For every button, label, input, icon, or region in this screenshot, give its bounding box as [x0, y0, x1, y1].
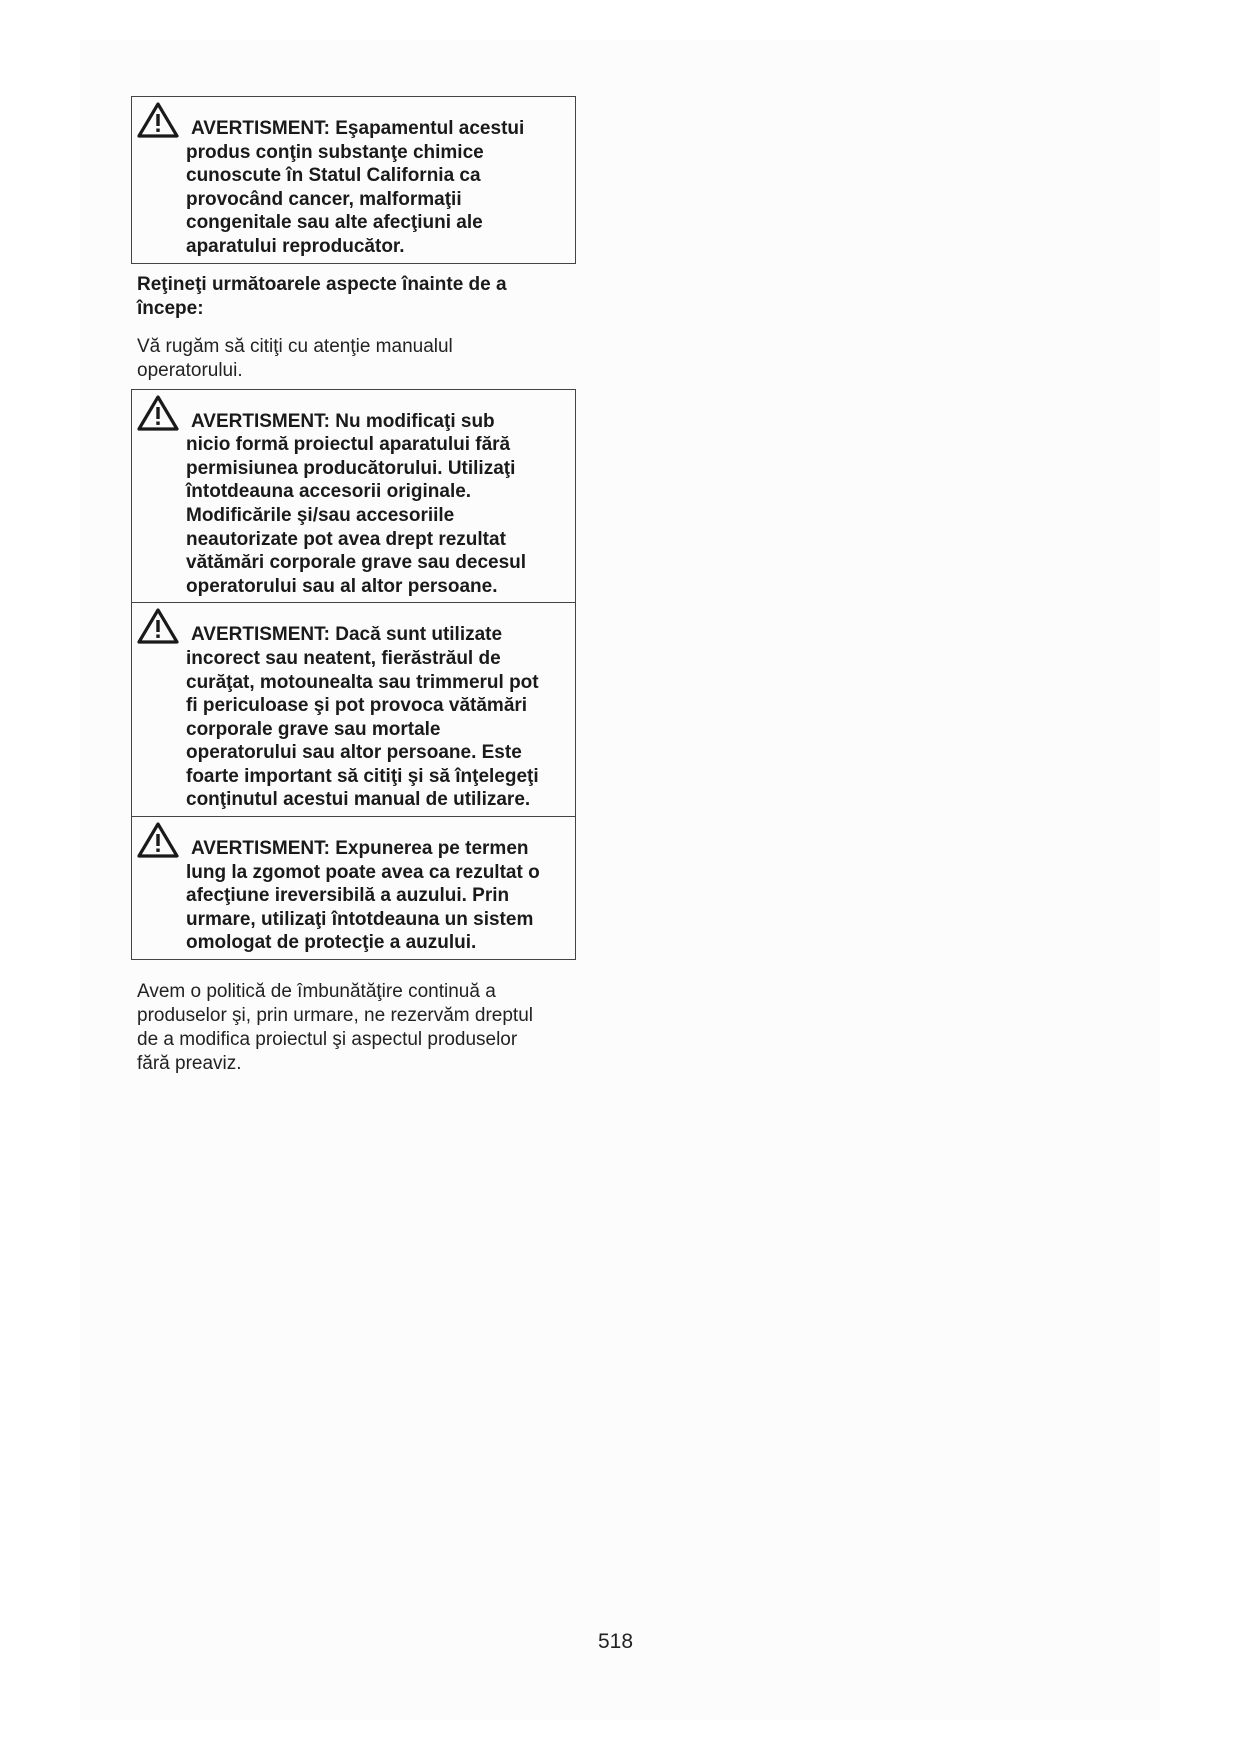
content-column [131, 96, 576, 1076]
warning-line: operatorului sau altor persoane. Este [186, 742, 522, 764]
warning-line: cunoscute în Statul California ca [186, 165, 481, 187]
warning-line: operatorului sau al altor persoane. [186, 575, 498, 597]
warning-line: nicio formă proiectul aparatului fără [186, 434, 511, 456]
warning-line: provocând cancer, malformaţii [186, 188, 462, 210]
warning-triangle-icon [137, 101, 179, 139]
warning-box-noise [131, 817, 576, 960]
warning-triangle-icon [137, 821, 179, 859]
warning-line: lung la zgomot poate avea ca rezultat o [186, 861, 540, 883]
notice-body-line: Vă rugăm să citiţi cu atenţie manualul [137, 335, 453, 357]
warning-box-improper-use [131, 603, 576, 817]
warning-label: AVERTISMENT: Nu modificaţi sub [191, 410, 495, 432]
policy-line: de a modifica proiectul şi aspectul produselor [137, 1029, 518, 1051]
notice-body-line: operatorului. [137, 359, 243, 381]
warning-triangle-icon [137, 607, 179, 645]
warning-label: AVERTISMENT: Expunerea pe termen [191, 838, 529, 860]
warning-line: omologat de protecţie a auzului. [186, 932, 477, 954]
warning-line: foarte important să citiţi şi să înţelegeţi [186, 765, 539, 787]
warning-line: întotdeauna accesorii originale. [186, 481, 472, 503]
warning-line: curăţat, motounealta sau trimmerul pot [186, 671, 539, 693]
notice-heading [137, 273, 576, 321]
warning-label: AVERTISMENT: Dacă sunt utilizate [191, 624, 503, 646]
policy-line: produselor şi, prin urmare, ne rezervăm dreptul [137, 1005, 534, 1027]
policy-line: Avem o politică de îmbunătăţire continuă a [137, 981, 496, 1003]
warning-label: AVERTISMENT: Eşapamentul acestui [191, 118, 525, 139]
warning-box-exhaust [131, 96, 576, 264]
warning-line: fi periculoase şi pot provoca vătămări [186, 695, 528, 717]
policy-line: fără preaviz. [137, 1053, 242, 1075]
warning-triangle-icon [137, 394, 179, 432]
warning-line: aparatului reproducător. [186, 235, 405, 257]
warning-line: congenitale sau alte afecţiuni ale [186, 212, 483, 234]
warning-line: permisiunea producătorului. Utilizaţi [186, 457, 516, 479]
warning-line: vătămări corporale grave sau decesul [186, 552, 527, 574]
warning-box-modification [131, 389, 576, 604]
policy-paragraph [137, 980, 576, 1076]
notice-heading-line: începe: [137, 297, 204, 319]
notice-heading-line: Reţineţi următoarele aspecte înainte de a [137, 273, 507, 295]
page-number: 518 [598, 1630, 634, 1653]
notice-body [137, 335, 576, 383]
warning-line: Modificările şi/sau accesoriile [186, 504, 455, 526]
warning-line: urmare, utilizaţi întotdeauna un sistem [186, 908, 534, 930]
warning-line: corporale grave sau mortale [186, 718, 441, 740]
warning-line: produs conţin substanţe chimice [186, 141, 484, 163]
warning-line: conţinutul acestui manual de utilizare. [186, 789, 531, 811]
warning-line: afecţiune ireversibilă a auzului. Prin [186, 885, 510, 907]
warning-line: neautorizate pot avea drept rezultat [186, 528, 506, 550]
warning-line: incorect sau neatent, fierăstrăul de [186, 647, 501, 669]
